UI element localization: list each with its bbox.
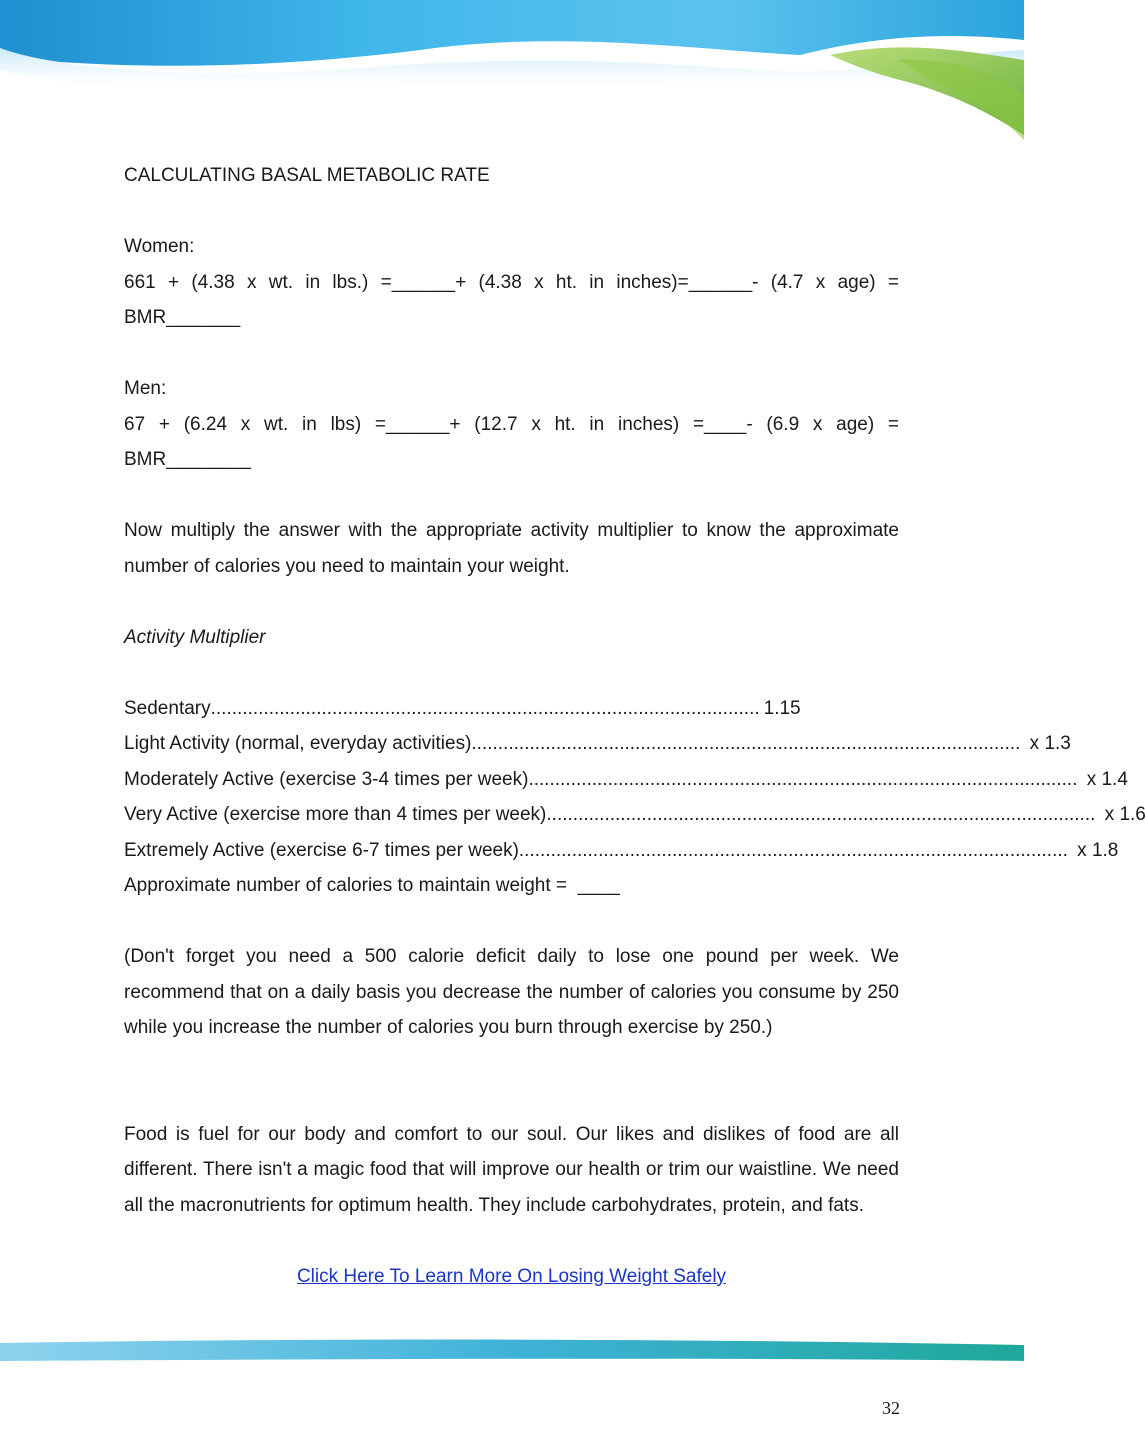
multiplier-factor: 1.15: [763, 697, 801, 719]
women-formula: 661 + (4.38 x wt. in lbs.) =______+ (4.38 x ht. in inches)=______- (4.7 x age) =: [124, 271, 899, 293]
multiplier-label: Moderately Active (exercise 3-4 times per week): [124, 768, 529, 790]
women-heading: Women:: [124, 236, 195, 257]
food-paragraph: [124, 1117, 899, 1224]
instruction-paragraph: [124, 513, 899, 584]
men-formula: 67 + (6.24 x wt. in lbs) =______+ (12.7 x ht. in inches) =____- (6.9 x age) =: [124, 413, 899, 435]
page-body: [124, 158, 1146, 1294]
men-heading: Men:: [124, 378, 167, 399]
multiplier-label: Sedentary: [124, 697, 211, 719]
approximate-calories-line: Approximate number of calories to maintain weight = ____: [124, 875, 620, 896]
activity-multiplier-list: [124, 691, 1146, 869]
multiplier-row-very-active: [124, 797, 1146, 833]
multiplier-row-moderate: [124, 762, 1128, 798]
learn-more-link[interactable]: Click Here To Learn More On Losing Weight Safely: [296, 1265, 727, 1287]
multiplier-label: Light Activity (normal, everyday activities): [124, 733, 472, 754]
deficit-note-paragraph: [124, 939, 899, 1046]
leader-dots: ........................................................................................................: [518, 839, 1068, 861]
leader-dots: ........................................................................................................: [210, 697, 760, 719]
women-bmr-blank: BMR_______: [124, 307, 241, 328]
page-number: 32: [882, 1398, 900, 1418]
deficit-note-text: (Don't forget you need a 500 calorie deficit daily to lose one pound per week. We recommend that on a daily basis you decrease the number of calories you consume by 250 while you increase the number of calories you burn through exercise by 250.): [124, 946, 899, 1038]
multiplier-row-light: [124, 726, 1071, 762]
multiplier-row-extreme: [124, 833, 1119, 869]
bottom-wave-banner: [0, 1335, 1024, 1365]
link-row: [124, 1259, 899, 1295]
leader-dots: ........................................................................................................: [546, 804, 1096, 825]
multiplier-factor: x 1.6: [1099, 804, 1146, 825]
top-wave-banner: [0, 0, 1024, 140]
instruction-text: Now multiply the answer with the appropriate activity multiplier to know the approximate number of calories you need to maintain your weight.: [124, 520, 899, 577]
multiplier-heading: Activity Multiplier: [124, 626, 266, 648]
men-bmr-blank: BMR________: [124, 449, 251, 470]
food-paragraph-text: Food is fuel for our body and comfort to our soul. Our likes and dislikes of food are all different. There isn't a magic food that will improve our health or trim our waistline. We need all the macronutrients for optimum health. They include carbohydrates, protein, and fats.: [124, 1123, 899, 1216]
multiplier-factor: x 1.4: [1081, 768, 1128, 790]
multiplier-label: Very Active (exercise more than 4 times per week): [124, 804, 547, 825]
multiplier-factor: x 1.8: [1071, 839, 1119, 861]
multiplier-factor: x 1.3: [1024, 733, 1071, 754]
multiplier-row-sedentary: [124, 691, 801, 727]
multiplier-label: Extremely Active (exercise 6-7 times per week): [124, 839, 519, 861]
document-title: CALCULATING BASAL METABOLIC RATE: [124, 165, 490, 186]
leader-dots: ........................................................................................................: [471, 733, 1021, 754]
leader-dots: ........................................................................................................: [528, 768, 1078, 790]
